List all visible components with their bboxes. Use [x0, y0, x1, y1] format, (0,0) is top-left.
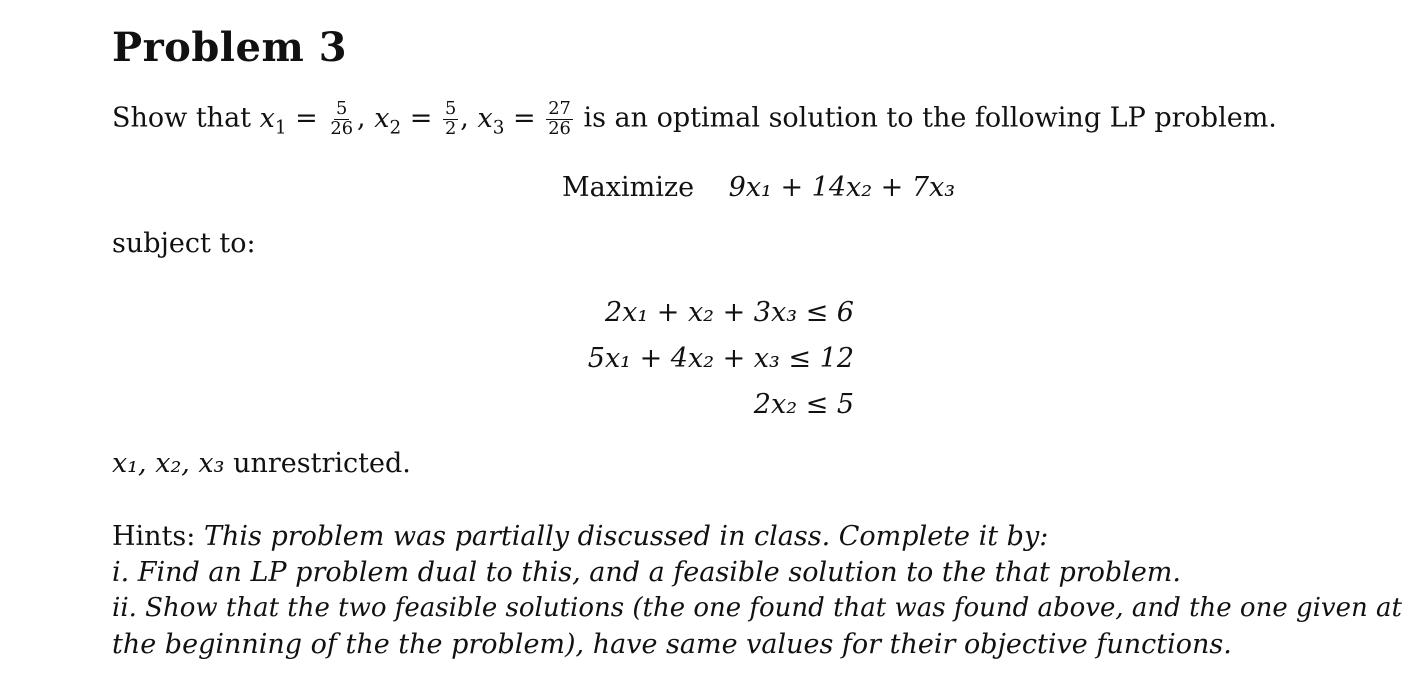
objective-function	[562, 172, 955, 203]
constraint-3: 2x₂ ≤ 5	[753, 389, 854, 420]
constraint-1: 2x₁ + x₂ + 3x₃ ≤ 6	[604, 297, 854, 328]
constraint-list	[560, 290, 854, 428]
x3-assignment: $x_3$ =	[477, 102, 536, 139]
hints-line-1	[112, 521, 1048, 552]
hints-label: Hints:	[112, 521, 196, 552]
intro-tail: is an optimal solution to the following LP problem.	[583, 102, 1277, 134]
hints-line-4: the beginning of the the problem), have same values for their objective functions.	[112, 629, 1232, 660]
x3-fraction: $\frac{27}{26}$	[548, 98, 571, 139]
objective-label: Maximize	[562, 172, 695, 203]
variables-text: unrestricted.	[233, 448, 411, 479]
problem-title: Problem 3	[112, 24, 348, 71]
x2-fraction: $\frac{5}{2}$	[444, 98, 457, 139]
objective-expression: 9x₁ + 14x₂ + 7x₃	[728, 172, 956, 203]
x1-assignment: $x_1$ =	[259, 102, 318, 139]
intro-show-that: Show that	[112, 102, 252, 134]
x2-assignment: $x_2$ =	[374, 102, 433, 139]
subject-to-label: subject to:	[112, 228, 256, 259]
hints-line-3: ii. Show that the two feasible solutions (the one found that was found above, and the one given at	[112, 593, 1402, 623]
constraint-2: 5x₁ + 4x₂ + x₃ ≤ 12	[587, 343, 854, 374]
hints-line-2: i. Find an LP problem dual to this, and a feasible solution to the that problem.	[112, 557, 1181, 588]
intro-statement: Show that $x_1$ = $\frac{5}{26}$ , $x_2$ = $\frac{5}{2}$ , $x_3$ = $\frac{27}{26}$ is an optimal solution to the following LP problem.	[112, 98, 1277, 139]
variables-list: x₁, x₂, x₃	[112, 448, 225, 479]
x1-fraction: $\frac{5}{26}$	[330, 98, 354, 139]
hints-text-1: This problem was partially discussed in class. Complete it by:	[203, 521, 1049, 552]
variables-note	[112, 448, 411, 479]
